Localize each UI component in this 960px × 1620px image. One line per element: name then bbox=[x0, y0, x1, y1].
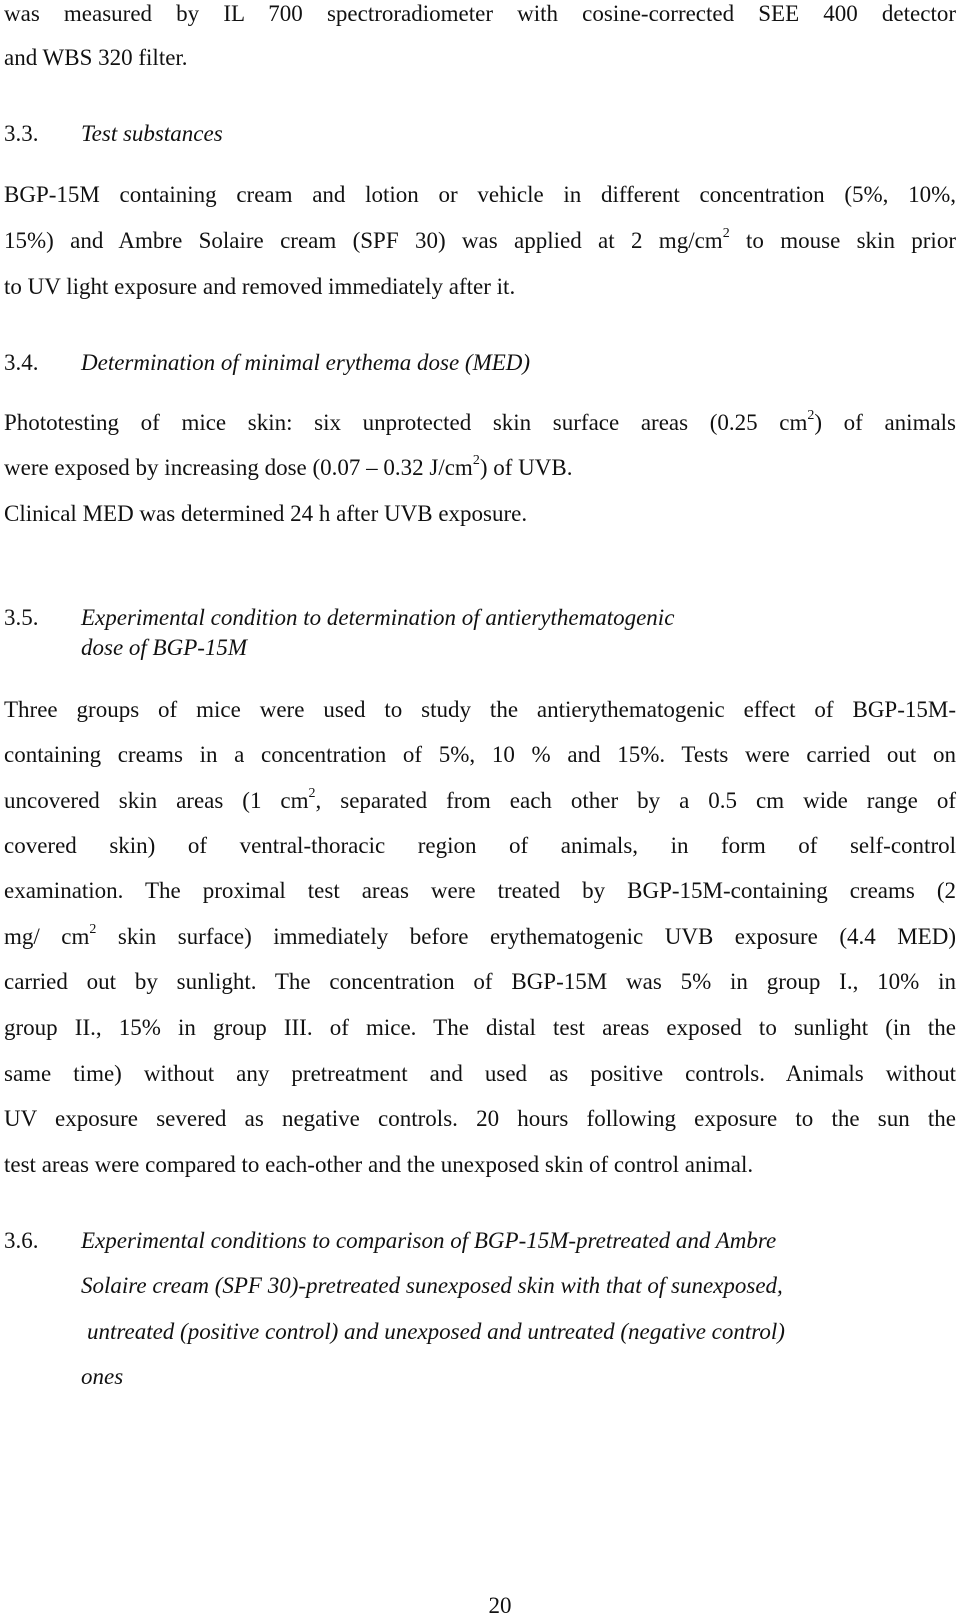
intro-line-2: and WBS 320 filter. bbox=[4, 45, 188, 70]
section-3-5-line-4: covered skin) of ventral-thoracic region of animals, in form of self-control bbox=[4, 833, 956, 858]
section-3-5-line-2: containing creams in a concentration of 5%, 10 % and 15%. Tests were carried out on bbox=[4, 742, 956, 767]
section-3-5-title-line-1: Experimental condition to determination of antierythematogenic bbox=[81, 605, 675, 630]
section-3-4-line-1: Phototesting of mice skin: six unprotected skin surface areas (0.25 $cm^2$) of animals bbox=[4, 408, 957, 435]
section-3-3-line-3: to UV light exposure and removed immediately after it. bbox=[4, 274, 516, 299]
section-3-4-line-3: Clinical MED was determined 24 h after UVB exposure. bbox=[4, 501, 528, 526]
section-3-5-line-10: UV exposure severed as negative controls. 20 hours following exposure to the sun the bbox=[4, 1106, 956, 1131]
section-3-5-line-7: carried out by sunlight. The concentration of BGP-15M was 5% in group I., 10% in bbox=[4, 969, 956, 994]
section-3-4-title: Determination of minimal erythema dose (MED) bbox=[81, 350, 531, 375]
section-3-3-line-2: 15%) and Ambre Solaire cream (SPF 30) was applied at 2 $mg/cm^2$ to mouse skin prior bbox=[4, 226, 956, 253]
section-3-6-title-line-1: Experimental conditions to comparison of BGP-15M-pretreated and Ambre bbox=[81, 1228, 777, 1253]
section-3-6-title-line-2: Solaire cream (SPF 30)-pretreated sunexposed skin with that of sunexposed, bbox=[81, 1273, 783, 1298]
section-3-5-number: 3.5. bbox=[4, 605, 39, 630]
section-3-4-number: 3.4. bbox=[4, 350, 39, 375]
section-3-5-title-line-2: dose of BGP-15M bbox=[81, 635, 248, 660]
section-3-5-line-8: group II., 15% in group III. of mice. The distal test areas exposed to sunlight (in the bbox=[4, 1015, 956, 1040]
section-3-6-title-line-3: untreated (positive control) and unexposed and untreated (negative control) bbox=[87, 1319, 785, 1344]
section-3-5-line-1: Three groups of mice were used to study the antierythematogenic effect of BGP-15M- bbox=[4, 697, 956, 722]
section-3-5-line-11: test areas were compared to each-other and the unexposed skin of control animal. bbox=[4, 1152, 754, 1177]
section-3-3-line-1: BGP-15M containing cream and lotion or vehicle in different concentration (5%, 10%, bbox=[4, 182, 956, 207]
section-3-3-number: 3.3. bbox=[4, 121, 39, 146]
section-3-3-title: Test substances bbox=[81, 121, 223, 146]
section-3-4-line-2: were exposed by increasing dose (0.07 – 0.32 $J/cm^2$) of UVB. bbox=[4, 453, 573, 480]
section-3-5-line-9: same time) without any pretreatment and used as positive controls. Animals without bbox=[4, 1061, 956, 1086]
page-number: 20 bbox=[488, 1593, 512, 1618]
section-3-6-title-line-4: ones bbox=[81, 1364, 124, 1389]
intro-line-1: was measured by IL 700 spectroradiometer with cosine-corrected SEE 400 detector bbox=[4, 1, 956, 26]
section-3-5-line-6: mg/ $cm^2$ skin surface) immediately before erythematogenic UVB exposure (4.4 MED) bbox=[4, 922, 957, 949]
section-3-6-number: 3.6. bbox=[4, 1228, 39, 1253]
section-3-5-line-5: examination. The proximal test areas were treated by BGP-15M-containing creams (2 bbox=[4, 878, 956, 903]
section-3-5-line-3: uncovered skin areas (1 $cm^2$, separated from each other by a 0.5 cm wide range of bbox=[4, 786, 956, 813]
